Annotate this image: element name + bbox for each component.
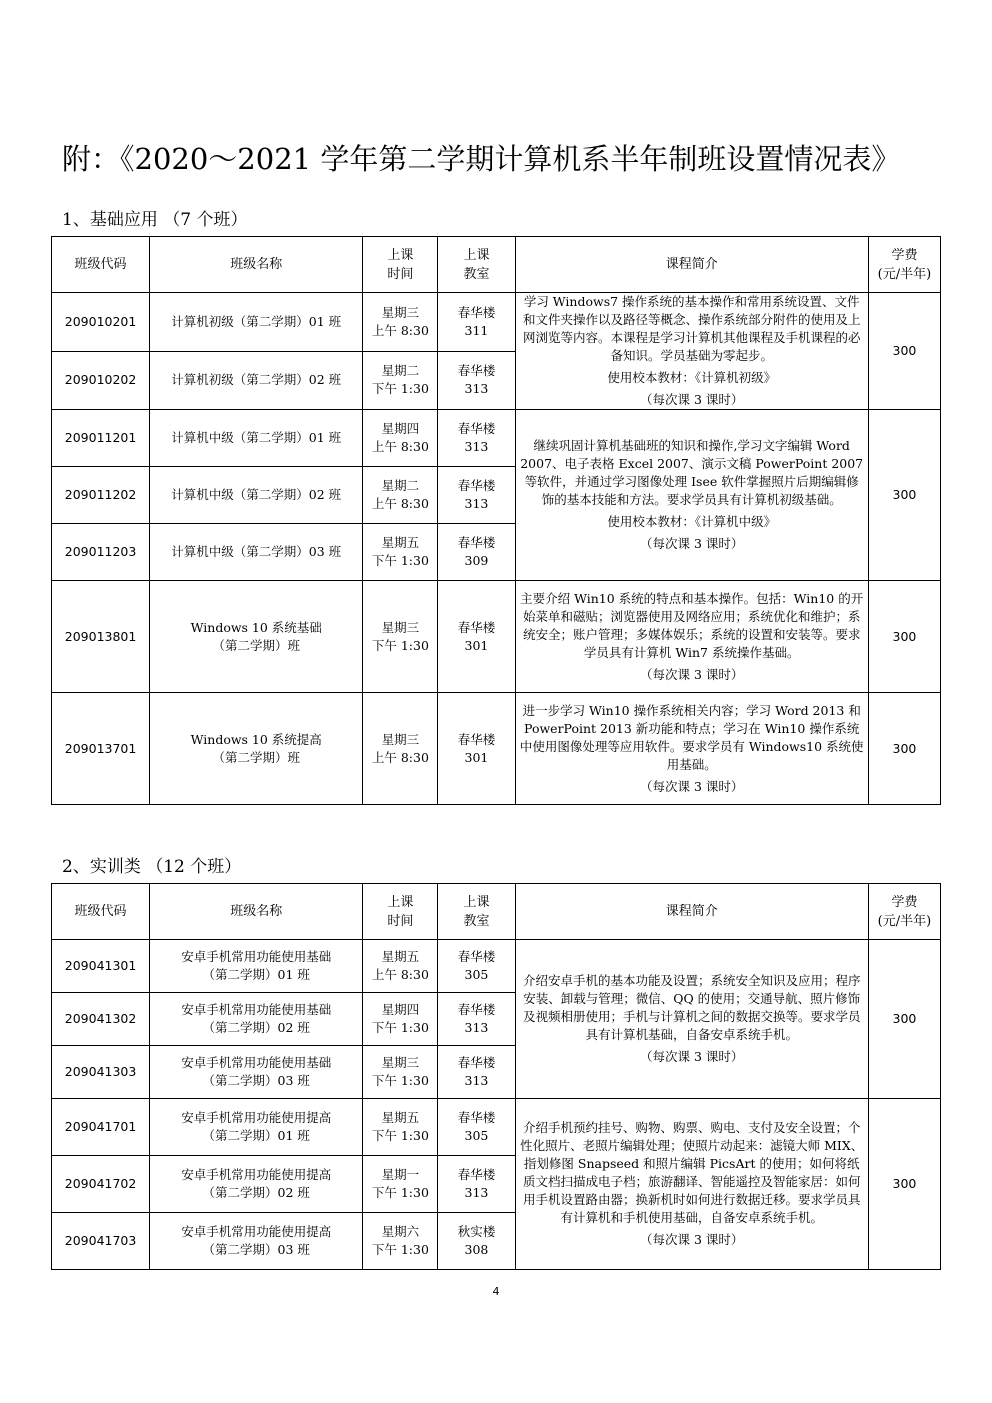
class-time-line: 上午 8:30 xyxy=(371,496,429,511)
class-code: 209011202 xyxy=(52,467,150,524)
class-room xyxy=(438,1099,515,1156)
class-time-line: 上午 8:30 xyxy=(371,967,429,982)
header-class-name: 班级名称 xyxy=(150,884,363,940)
course-description-paragraph: 进一步学习 Win10 操作系统相关内容；学习 Word 2013 和 PowerPoint 2013 新功能和特点；学习在 Win10 操作系统中使用图像处理等应用软件。要求学员有 Windows10 系统使用基础。 xyxy=(519,702,864,772)
class-room xyxy=(438,1046,515,1099)
header-time-line: 上课 xyxy=(387,247,414,263)
class-time-line: 上午 8:30 xyxy=(371,749,429,765)
class-room xyxy=(438,410,515,467)
class-name xyxy=(150,993,363,1046)
class-room xyxy=(438,1213,515,1270)
header-class-code: 班级代码 xyxy=(52,884,150,940)
class-name-line: Windows 10 系统基础 xyxy=(190,619,322,635)
class-time-line: 星期二 xyxy=(381,363,420,379)
table-row xyxy=(52,581,941,693)
section-heading-basic: 1、基础应用 （7 个班） xyxy=(62,210,248,230)
class-name-line: 安卓手机常用功能使用提高 xyxy=(181,1110,332,1125)
course-description-paragraph: （每次课 3 课时） xyxy=(639,536,744,551)
class-time-line: 星期一 xyxy=(381,1167,420,1182)
class-time-line: 星期三 xyxy=(381,304,420,320)
header-room-line: 教室 xyxy=(463,913,490,929)
class-room-line: 311 xyxy=(464,322,489,338)
class-time-line: 星期三 xyxy=(381,731,420,747)
class-name-line: 计算机中级（第二学期）01 班 xyxy=(171,430,342,445)
class-name xyxy=(150,524,363,581)
class-time xyxy=(363,410,438,467)
class-name xyxy=(150,1213,363,1270)
class-time-line: 下午 1:30 xyxy=(371,1128,429,1143)
class-time-line: 星期二 xyxy=(381,478,420,493)
class-time xyxy=(363,693,438,805)
class-room xyxy=(438,940,515,993)
course-description-paragraph: 使用校本教材：《计算机初级》 xyxy=(607,370,777,385)
class-time-line: 下午 1:30 xyxy=(371,637,429,653)
class-room-line: 313 xyxy=(464,496,489,511)
course-description xyxy=(515,581,868,693)
class-room-line: 305 xyxy=(464,967,489,982)
tuition-fee: 300 xyxy=(868,693,940,805)
class-name-line: 安卓手机常用功能使用基础 xyxy=(181,949,332,964)
table-row xyxy=(52,410,941,467)
class-room-line: 313 xyxy=(464,1020,489,1035)
header-time xyxy=(363,237,438,293)
class-room-line: 春华楼 xyxy=(457,304,496,320)
tuition-fee: 300 xyxy=(868,940,940,1099)
tuition-fee: 300 xyxy=(868,1099,940,1270)
class-room-line: 313 xyxy=(464,1185,489,1200)
class-time-line: 下午 1:30 xyxy=(371,381,429,397)
header-fee xyxy=(868,884,940,940)
class-room-line: 313 xyxy=(464,1073,489,1088)
class-time-line: 星期五 xyxy=(381,949,420,964)
header-description: 课程简介 xyxy=(515,237,868,293)
header-time-line: 上课 xyxy=(387,894,414,910)
class-room-line: 秋实楼 xyxy=(457,1224,496,1239)
class-code: 209041303 xyxy=(52,1046,150,1099)
table-row xyxy=(52,693,941,805)
course-description-paragraph: 使用校本教材：《计算机中级》 xyxy=(607,514,777,529)
class-time-line: 下午 1:30 xyxy=(371,553,429,568)
class-room-line: 春华楼 xyxy=(457,421,496,436)
tuition-fee: 300 xyxy=(868,581,940,693)
class-name-line: Windows 10 系统提高 xyxy=(190,731,322,747)
course-description-paragraph: 学习 Windows7 操作系统的基本操作和常用系统设置、文件和文件夹操作以及路径等概念、操作系统部分附件的使用及上网浏览等内容。本课程是学习计算机其他课程及手机课程的必备知识。学员基础为零起步。 xyxy=(522,294,861,363)
class-code: 209013801 xyxy=(52,581,150,693)
header-class-name: 班级名称 xyxy=(150,237,363,293)
class-room xyxy=(438,993,515,1046)
header-fee xyxy=(868,237,940,293)
class-name-line: 安卓手机常用功能使用提高 xyxy=(181,1224,332,1239)
class-time-line: 星期六 xyxy=(381,1224,420,1239)
class-time-line: 星期四 xyxy=(381,421,420,436)
header-room-line: 教室 xyxy=(463,266,490,282)
class-name-line: 安卓手机常用功能使用基础 xyxy=(181,1002,332,1017)
class-name-line: 计算机初级（第二学期）02 班 xyxy=(171,372,342,388)
section-heading-training: 2、实训类 （12 个班） xyxy=(62,857,242,877)
header-room-line: 上课 xyxy=(463,247,490,263)
class-time xyxy=(363,1046,438,1099)
class-time-line: 下午 1:30 xyxy=(371,1020,429,1035)
class-room-line: 春华楼 xyxy=(457,1055,496,1070)
course-description-paragraph: （每次课 3 课时） xyxy=(639,666,744,682)
class-code: 209041701 xyxy=(52,1099,150,1156)
class-name-line: 计算机中级（第二学期）02 班 xyxy=(171,487,342,502)
class-time-line: 星期五 xyxy=(381,535,420,550)
class-name-line: 计算机初级（第二学期）01 班 xyxy=(171,313,342,329)
course-description xyxy=(515,1099,868,1270)
class-time xyxy=(363,524,438,581)
header-fee-line: (元/半年) xyxy=(877,913,932,929)
class-room-line: 春华楼 xyxy=(457,363,496,379)
page-number: 4 xyxy=(492,1285,500,1298)
schedule-table-basic xyxy=(51,236,941,805)
class-room-line: 春华楼 xyxy=(457,731,496,747)
class-code: 209041703 xyxy=(52,1213,150,1270)
class-time-line: 下午 1:30 xyxy=(371,1242,429,1257)
class-room-line: 301 xyxy=(464,749,489,765)
class-room-line: 301 xyxy=(464,637,489,653)
header-room xyxy=(438,237,515,293)
class-name-line: 安卓手机常用功能使用提高 xyxy=(181,1167,332,1182)
class-room xyxy=(438,293,515,352)
class-time xyxy=(363,1156,438,1213)
class-code: 209013701 xyxy=(52,693,150,805)
tuition-fee: 300 xyxy=(868,293,940,410)
class-time-line: 星期三 xyxy=(381,619,420,635)
header-fee-line: 学费 xyxy=(891,894,918,910)
class-code: 209010201 xyxy=(52,293,150,352)
class-time xyxy=(363,293,438,352)
class-code: 209041702 xyxy=(52,1156,150,1213)
class-name xyxy=(150,293,363,352)
class-time-line: 上午 8:30 xyxy=(371,322,429,338)
class-time xyxy=(363,581,438,693)
table-header-row xyxy=(52,237,941,293)
course-description-paragraph: 继续巩固计算机基础班的知识和操作,学习文字编辑 Word 2007、电子表格 Excel 2007、演示文稿 PowerPoint 2007 等软件，并通过学习图像处理 Isee 软件掌握照片后期编辑修饰的基本技能和方法。要求学员具有计算机初级基础。 xyxy=(520,438,864,507)
class-room-line: 春华楼 xyxy=(457,478,496,493)
class-room-line: 308 xyxy=(464,1242,489,1257)
course-description-paragraph: 介绍安卓手机的基本功能及设置；系统安全知识及应用；程序安装、卸载与管理；微信、QQ 的使用；交通导航、照片修饰及视频相册使用；手机与计算机之间的数据交换等。要求学员具有计算机基础，自备安卓系统手机。 xyxy=(522,973,861,1042)
class-name xyxy=(150,351,363,410)
class-name-line: （第二学期）02 班 xyxy=(202,1185,310,1200)
class-room xyxy=(438,1156,515,1213)
course-description-paragraph: （每次课 3 课时） xyxy=(639,1232,744,1247)
course-description xyxy=(515,693,868,805)
class-room-line: 313 xyxy=(464,381,489,397)
schedule-table-training xyxy=(51,883,941,1270)
course-description-paragraph: （每次课 3 课时） xyxy=(639,1049,744,1064)
table-row xyxy=(52,940,941,993)
class-name xyxy=(150,693,363,805)
class-time-line: 上午 8:30 xyxy=(371,439,429,454)
class-code: 209041301 xyxy=(52,940,150,993)
class-time xyxy=(363,467,438,524)
class-time xyxy=(363,351,438,410)
header-fee-line: 学费 xyxy=(891,247,918,263)
class-name xyxy=(150,940,363,993)
table-header-row xyxy=(52,884,941,940)
class-room-line: 春华楼 xyxy=(457,535,496,550)
table-row xyxy=(52,1099,941,1156)
class-time xyxy=(363,1213,438,1270)
class-room-line: 春华楼 xyxy=(457,1002,496,1017)
class-time xyxy=(363,940,438,993)
class-name-line: （第二学期）02 班 xyxy=(202,1020,310,1035)
class-room xyxy=(438,693,515,805)
class-room-line: 春华楼 xyxy=(457,1167,496,1182)
table-row xyxy=(52,293,941,352)
class-time-line: 下午 1:30 xyxy=(371,1073,429,1088)
class-name-line: （第二学期）01 班 xyxy=(202,1128,310,1143)
class-name xyxy=(150,467,363,524)
tuition-fee: 300 xyxy=(868,410,940,581)
class-time-line: 星期五 xyxy=(381,1110,420,1125)
class-room-line: 春华楼 xyxy=(457,619,496,635)
class-name-line: （第二学期）班 xyxy=(212,637,300,653)
class-name xyxy=(150,1046,363,1099)
class-code: 209010202 xyxy=(52,351,150,410)
class-code: 209011201 xyxy=(52,410,150,467)
header-time xyxy=(363,884,438,940)
class-room-line: 305 xyxy=(464,1128,489,1143)
header-description: 课程简介 xyxy=(515,884,868,940)
class-code: 209041302 xyxy=(52,993,150,1046)
course-description xyxy=(515,940,868,1099)
class-time-line: 星期四 xyxy=(381,1002,420,1017)
course-description-paragraph: （每次课 3 课时） xyxy=(639,392,744,407)
class-time-line: 星期三 xyxy=(381,1055,420,1070)
course-description-paragraph: 介绍手机预约挂号、购物、购票、购电、支付及安全设置；个性化照片、老照片编辑处理；使照片动起来：滤镜大师 MIX、指划修图 Snapseed 和照片编辑 PicsArt 的使用；如何将纸质文档扫描成电子档；旅游翻译、智能遥控及智能家居：如何用手机设置路由器；换新机时如何进行数据迁移。要求学员具有计算机和手机使用基础，自备安卓系统手机。 xyxy=(520,1120,864,1225)
header-class-code: 班级代码 xyxy=(52,237,150,293)
class-code: 209011203 xyxy=(52,524,150,581)
class-time xyxy=(363,993,438,1046)
class-time-line: 下午 1:30 xyxy=(371,1185,429,1200)
class-room xyxy=(438,581,515,693)
course-description xyxy=(515,410,868,581)
class-name xyxy=(150,1099,363,1156)
class-name-line: 计算机中级（第二学期）03 班 xyxy=(171,544,342,559)
class-room-line: 春华楼 xyxy=(457,1110,496,1125)
class-name-line: （第二学期）01 班 xyxy=(202,967,310,982)
header-time-line: 时间 xyxy=(387,913,414,929)
header-time-line: 时间 xyxy=(387,266,414,282)
header-fee-line: (元/半年) xyxy=(877,266,932,282)
class-name xyxy=(150,581,363,693)
class-room xyxy=(438,351,515,410)
class-name xyxy=(150,1156,363,1213)
class-room-line: 春华楼 xyxy=(457,949,496,964)
course-description-paragraph: （每次课 3 课时） xyxy=(639,778,744,794)
class-room xyxy=(438,467,515,524)
class-name xyxy=(150,410,363,467)
class-name-line: （第二学期）03 班 xyxy=(202,1073,310,1088)
class-name-line: （第二学期）03 班 xyxy=(202,1242,310,1257)
header-room xyxy=(438,884,515,940)
class-name-line: 安卓手机常用功能使用基础 xyxy=(181,1055,332,1070)
class-room xyxy=(438,524,515,581)
course-description-paragraph: 主要介绍 Win10 系统的特点和基本操作。包括：Win10 的开始菜单和磁贴；浏览器使用及网络应用；系统优化和维护；系统安全；账户管理；多媒体娱乐；系统的设置和安装等。要求学员具有计算机 Win7 系统操作基础。 xyxy=(520,590,864,660)
course-description xyxy=(515,293,868,410)
class-time xyxy=(363,1099,438,1156)
class-room-line: 313 xyxy=(464,439,489,454)
class-room-line: 309 xyxy=(464,553,489,568)
page-title: 附：《2020～2021 学年第二学期计算机系半年制班设置情况表》 xyxy=(62,142,901,176)
header-room-line: 上课 xyxy=(463,894,490,910)
class-name-line: （第二学期）班 xyxy=(212,749,300,765)
